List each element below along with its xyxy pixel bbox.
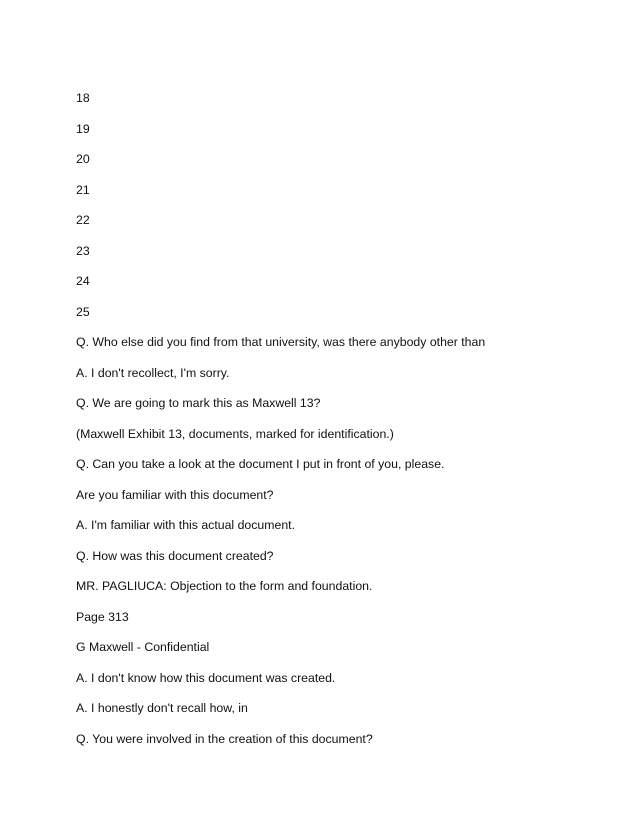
line-number-19: 19 bbox=[76, 121, 90, 136]
transcript-answer: A. I honestly don't recall how, in bbox=[76, 701, 248, 715]
line-number-23: 23 bbox=[76, 243, 90, 258]
line-number-25: 25 bbox=[76, 304, 90, 319]
transcript-answer: A. I'm familiar with this actual document. bbox=[76, 518, 295, 532]
line-number-22: 22 bbox=[76, 213, 90, 227]
confidential-header: G Maxwell - Confidential bbox=[76, 640, 210, 654]
page-number: Page 313 bbox=[76, 609, 129, 624]
transcript-question: Q. Can you take a look at the document I put in front of you, please. bbox=[76, 457, 445, 471]
transcript-question: Q. You were involved in the creation of this document? bbox=[76, 731, 373, 746]
line-number-18: 18 bbox=[76, 91, 90, 105]
line-number-21: 21 bbox=[76, 182, 90, 197]
exhibit-note: (Maxwell Exhibit 13, documents, marked for identification.) bbox=[76, 426, 394, 441]
transcript-answer: A. I don't recollect, I'm sorry. bbox=[76, 365, 230, 380]
line-number-20: 20 bbox=[76, 152, 90, 166]
objection-line: MR. PAGLIUCA: Objection to the form and foundation. bbox=[76, 579, 373, 593]
transcript-text bbox=[76, 89, 616, 760]
transcript-question: Q. Who else did you find from that university, was there anybody other than bbox=[76, 335, 486, 349]
transcript-answer: A. I don't know how this document was created. bbox=[76, 670, 336, 685]
transcript-question: Q. We are going to mark this as Maxwell 13? bbox=[76, 396, 321, 410]
transcript-question: Q. How was this document created? bbox=[76, 548, 274, 563]
line-number-24: 24 bbox=[76, 274, 90, 288]
transcript-line: Are you familiar with this document? bbox=[76, 487, 274, 502]
